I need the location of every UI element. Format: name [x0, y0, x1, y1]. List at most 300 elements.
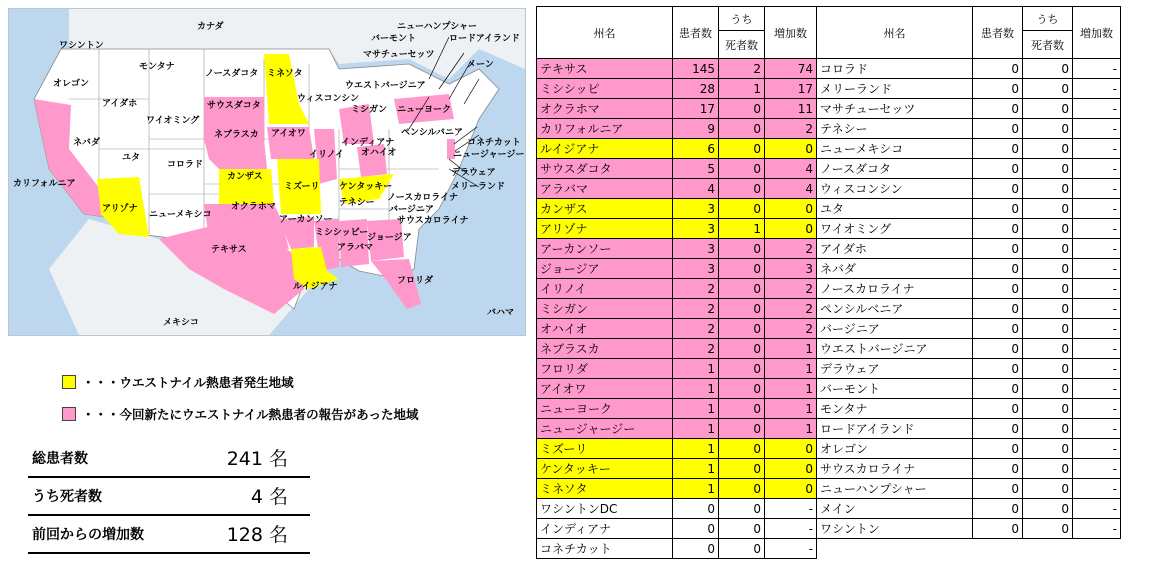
label-florida: フロリダ: [397, 276, 434, 286]
summary-deaths-value: 4 名: [250, 486, 288, 508]
label-michigan: ミシガン: [351, 105, 388, 115]
cell-left-patients: 9: [673, 119, 719, 139]
cell-right-patients: 0: [973, 519, 1023, 539]
cell-right-deaths: 0: [1023, 239, 1073, 259]
cell-left-patients: 1: [673, 359, 719, 379]
cell-left-patients: 1: [673, 479, 719, 499]
label-north-dakota: ノースダコタ: [205, 69, 259, 79]
legend-pink-swatch: [62, 407, 76, 421]
cell-right-deaths: 0: [1023, 279, 1073, 299]
table-row: [537, 239, 1121, 259]
label-louisiana: ルイジアナ: [293, 282, 338, 292]
cell-right-name: ニューハンプシャー: [817, 479, 973, 499]
summary-box: [28, 440, 310, 554]
cell-right-increase: -: [1073, 499, 1121, 519]
empty-cell: [973, 539, 1023, 559]
cell-left-deaths: 0: [719, 179, 765, 199]
table-row: [537, 79, 1121, 99]
label-mexico: メキシコ: [163, 318, 199, 328]
cell-right-name: オレゴン: [817, 439, 973, 459]
label-utah: ユタ: [122, 153, 141, 163]
cell-left-name: ルイジアナ: [537, 139, 673, 159]
label-oregon: オレゴン: [53, 79, 90, 89]
table-row: [537, 199, 1121, 219]
table-row: [537, 99, 1121, 119]
cell-right-deaths: 0: [1023, 459, 1073, 479]
table-row: [537, 479, 1121, 499]
cell-right-patients: 0: [973, 499, 1023, 519]
label-west-virginia: ウエストバージニア: [345, 81, 426, 91]
cell-right-increase: -: [1073, 399, 1121, 419]
cell-left-increase: 74: [765, 59, 817, 79]
cell-right-patients: 0: [973, 239, 1023, 259]
cell-left-increase: 2: [765, 299, 817, 319]
cell-left-patients: 1: [673, 399, 719, 419]
cell-left-patients: 0: [673, 519, 719, 539]
cell-left-deaths: 0: [719, 199, 765, 219]
cell-left-patients: 1: [673, 439, 719, 459]
cell-right-patients: 0: [973, 399, 1023, 419]
cell-right-patients: 0: [973, 359, 1023, 379]
cell-left-patients: 145: [673, 59, 719, 79]
table-row: [537, 379, 1121, 399]
cell-left-increase: 11: [765, 99, 817, 119]
summary-increase-row: [28, 516, 310, 554]
cell-left-patients: 1: [673, 379, 719, 399]
cell-right-increase: -: [1073, 519, 1121, 539]
legend-yellow: [62, 371, 294, 393]
cell-right-name: ワシントン: [817, 519, 973, 539]
cell-left-deaths: 0: [719, 499, 765, 519]
cell-left-patients: 3: [673, 259, 719, 279]
cell-right-deaths: 0: [1023, 479, 1073, 499]
cell-left-patients: 2: [673, 339, 719, 359]
cell-left-patients: 3: [673, 219, 719, 239]
table-row: [537, 159, 1121, 179]
header-of-which-left: うち: [719, 7, 765, 31]
cell-right-name: ネバダ: [817, 259, 973, 279]
cell-right-increase: -: [1073, 459, 1121, 479]
cell-left-increase: 1: [765, 339, 817, 359]
label-montana: モンタナ: [139, 62, 175, 72]
cell-left-increase: 1: [765, 379, 817, 399]
cell-left-deaths: 0: [719, 479, 765, 499]
cell-right-name: ウィスコンシン: [817, 179, 973, 199]
label-wisconsin: ウィスコンシン: [297, 94, 360, 104]
cell-right-increase: -: [1073, 119, 1121, 139]
cell-right-name: バージニア: [817, 319, 973, 339]
cell-left-patients: 1: [673, 419, 719, 439]
cell-right-name: マサチューセッツ: [817, 99, 973, 119]
table-row: [537, 179, 1121, 199]
table-row: [537, 119, 1121, 139]
us-state-map: [8, 8, 526, 336]
cell-left-increase: -: [765, 499, 817, 519]
cell-right-name: ユタ: [817, 199, 973, 219]
cell-right-increase: -: [1073, 99, 1121, 119]
cell-left-deaths: 0: [719, 119, 765, 139]
cell-right-increase: -: [1073, 139, 1121, 159]
table-row: [537, 219, 1121, 239]
header-deaths-right: 死者数: [1023, 31, 1073, 59]
cell-left-patients: 28: [673, 79, 719, 99]
cell-right-deaths: 0: [1023, 59, 1073, 79]
cell-right-increase: -: [1073, 379, 1121, 399]
cell-left-name: ワシントンDC: [537, 499, 673, 519]
table-body: [537, 59, 1121, 559]
cell-left-name: アラバマ: [537, 179, 673, 199]
cell-left-deaths: 0: [719, 139, 765, 159]
cell-right-name: テネシー: [817, 119, 973, 139]
empty-cell: [1073, 539, 1121, 559]
label-massachusetts: マサチューセッツ: [363, 50, 435, 60]
cell-left-deaths: 0: [719, 439, 765, 459]
cell-right-deaths: 0: [1023, 339, 1073, 359]
cell-right-patients: 0: [973, 319, 1023, 339]
cell-left-deaths: 0: [719, 419, 765, 439]
table-row: [537, 399, 1121, 419]
cell-right-patients: 0: [973, 459, 1023, 479]
cell-left-deaths: 0: [719, 159, 765, 179]
cell-right-name: バーモント: [817, 379, 973, 399]
cell-left-name: フロリダ: [537, 359, 673, 379]
cell-left-name: アイオワ: [537, 379, 673, 399]
cell-right-patients: 0: [973, 339, 1023, 359]
cell-right-deaths: 0: [1023, 259, 1073, 279]
cell-right-patients: 0: [973, 159, 1023, 179]
label-ohio: オハイオ: [361, 148, 397, 158]
cell-left-increase: 0: [765, 199, 817, 219]
cell-right-deaths: 0: [1023, 119, 1073, 139]
label-iowa: アイオワ: [271, 129, 306, 139]
label-south-carolina: サウスカロライナ: [397, 216, 469, 226]
cell-left-increase: -: [765, 519, 817, 539]
cell-right-name: ウエストバージニア: [817, 339, 973, 359]
table-row: [537, 259, 1121, 279]
cell-right-name: ロードアイランド: [817, 419, 973, 439]
cell-right-patients: 0: [973, 59, 1023, 79]
cell-left-increase: -: [765, 539, 817, 559]
table-row: [537, 339, 1121, 359]
cell-right-deaths: 0: [1023, 299, 1073, 319]
label-connecticut: コネチカット: [467, 138, 521, 148]
cell-left-name: ニューヨーク: [537, 399, 673, 419]
cell-left-name: ネブラスカ: [537, 339, 673, 359]
header-deaths-left: 死者数: [719, 31, 765, 59]
cell-left-increase: 1: [765, 419, 817, 439]
cell-right-deaths: 0: [1023, 159, 1073, 179]
cell-right-patients: 0: [973, 139, 1023, 159]
header-patients-left: 患者数: [673, 7, 719, 59]
table-row: [537, 419, 1121, 439]
cell-right-deaths: 0: [1023, 399, 1073, 419]
cell-right-name: ノースカロライナ: [817, 279, 973, 299]
label-maryland: メリーランド: [451, 182, 506, 192]
cell-left-patients: 2: [673, 319, 719, 339]
cell-right-increase: -: [1073, 199, 1121, 219]
table-row: [537, 359, 1121, 379]
empty-cell: [817, 539, 973, 559]
cell-left-increase: 0: [765, 139, 817, 159]
cell-right-deaths: 0: [1023, 319, 1073, 339]
cell-left-deaths: 0: [719, 279, 765, 299]
cell-right-patients: 0: [973, 439, 1023, 459]
cell-right-deaths: 0: [1023, 419, 1073, 439]
label-arkansas: アーカンソー: [279, 215, 333, 225]
cell-right-name: アイダホ: [817, 239, 973, 259]
cell-right-increase: -: [1073, 239, 1121, 259]
legend-yellow-swatch: [62, 375, 76, 389]
label-tennessee: テネシー: [339, 198, 375, 208]
cell-right-increase: -: [1073, 339, 1121, 359]
header-patients-right: 患者数: [973, 7, 1023, 59]
summary-deaths-label: うち死者数: [32, 489, 102, 505]
label-nevada: ネバダ: [73, 138, 100, 148]
cell-left-deaths: 2: [719, 59, 765, 79]
cell-right-deaths: 0: [1023, 379, 1073, 399]
cell-right-deaths: 0: [1023, 359, 1073, 379]
cell-left-increase: 3: [765, 259, 817, 279]
cell-left-deaths: 0: [719, 99, 765, 119]
cell-right-deaths: 0: [1023, 439, 1073, 459]
cell-left-patients: 3: [673, 239, 719, 259]
label-colorado: コロラド: [167, 160, 204, 170]
label-new-hampshire: ニューハンプシャー: [397, 22, 478, 32]
cell-left-deaths: 0: [719, 399, 765, 419]
map-svg: [9, 9, 525, 335]
cell-left-name: ミズーリ: [537, 439, 673, 459]
table-row: [537, 459, 1121, 479]
cell-left-name: オクラホマ: [537, 99, 673, 119]
cell-right-patients: 0: [973, 379, 1023, 399]
cell-left-patients: 4: [673, 179, 719, 199]
cell-left-increase: 2: [765, 239, 817, 259]
cell-right-patients: 0: [973, 299, 1023, 319]
cell-left-name: ニュージャージー: [537, 419, 673, 439]
label-georgia: ジョージア: [367, 233, 412, 243]
cell-left-name: アーカンソー: [537, 239, 673, 259]
cell-right-name: コロラド: [817, 59, 973, 79]
label-missouri: ミズーリ: [284, 182, 320, 192]
cell-left-increase: 1: [765, 359, 817, 379]
cell-left-deaths: 0: [719, 539, 765, 559]
label-new-york: ニューヨーク: [397, 105, 452, 115]
cell-right-name: ペンシルベニア: [817, 299, 973, 319]
cell-right-name: ノースダコタ: [817, 159, 973, 179]
cell-right-patients: 0: [973, 259, 1023, 279]
label-bahamas: バハマ: [487, 308, 515, 318]
cell-left-patients: 3: [673, 199, 719, 219]
cell-right-deaths: 0: [1023, 219, 1073, 239]
cell-right-deaths: 0: [1023, 99, 1073, 119]
label-north-carolina: ノースカロライナ: [387, 193, 459, 203]
cell-right-increase: -: [1073, 419, 1121, 439]
header-increase-left: 増加数: [765, 7, 817, 59]
cell-left-name: サウスダコタ: [537, 159, 673, 179]
cell-right-patients: 0: [973, 119, 1023, 139]
label-pennsylvania: ペンシルバニア: [401, 128, 463, 138]
table-row: [537, 279, 1121, 299]
cell-left-increase: 0: [765, 439, 817, 459]
cell-left-name: コネチカット: [537, 539, 673, 559]
cell-left-increase: 1: [765, 399, 817, 419]
label-rhode-island: ロードアイランド: [449, 34, 520, 44]
cell-right-patients: 0: [973, 79, 1023, 99]
cell-left-deaths: 0: [719, 519, 765, 539]
cell-right-name: メイン: [817, 499, 973, 519]
label-idaho: アイダホ: [102, 99, 138, 109]
table-row: [537, 299, 1121, 319]
summary-increase-value: 128 名: [226, 524, 288, 546]
label-texas: テキサス: [211, 245, 247, 255]
cell-right-name: サウスカロライナ: [817, 459, 973, 479]
cell-left-deaths: 0: [719, 459, 765, 479]
label-new-mexico: ニューメキシコ: [149, 210, 212, 220]
cell-right-name: デラウェア: [817, 359, 973, 379]
cell-left-increase: 2: [765, 119, 817, 139]
header-increase-right: 増加数: [1073, 7, 1121, 59]
cell-left-patients: 2: [673, 279, 719, 299]
label-kansas: カンザス: [227, 172, 263, 182]
table-row: [537, 519, 1121, 539]
cell-right-increase: -: [1073, 59, 1121, 79]
cell-left-deaths: 0: [719, 359, 765, 379]
label-delaware: デラウェア: [451, 168, 496, 178]
empty-cell: [1023, 539, 1073, 559]
label-wyoming: ワイオミング: [146, 116, 200, 126]
cell-left-name: ミシガン: [537, 299, 673, 319]
table-row: [537, 439, 1121, 459]
header-state-right: 州名: [817, 7, 973, 59]
label-indiana: インディアナ: [341, 138, 395, 148]
label-maine: メーン: [467, 60, 494, 70]
cell-left-increase: 4: [765, 179, 817, 199]
label-arizona: アリゾナ: [102, 204, 138, 214]
cell-right-increase: -: [1073, 259, 1121, 279]
label-minnesota: ミネソタ: [267, 69, 303, 79]
cell-left-deaths: 1: [719, 219, 765, 239]
cell-right-patients: 0: [973, 479, 1023, 499]
cell-left-patients: 17: [673, 99, 719, 119]
cell-right-increase: -: [1073, 279, 1121, 299]
cell-right-patients: 0: [973, 219, 1023, 239]
cell-right-increase: -: [1073, 219, 1121, 239]
header-of-which-right: うち: [1023, 7, 1073, 31]
table-row: [537, 499, 1121, 519]
label-kentucky: ケンタッキー: [339, 182, 393, 192]
cell-left-increase: 2: [765, 279, 817, 299]
cell-right-name: ニューメキシコ: [817, 139, 973, 159]
cell-left-patients: 5: [673, 159, 719, 179]
cell-left-name: カリフォルニア: [537, 119, 673, 139]
label-oklahoma: オクラホマ: [231, 202, 276, 212]
legend-pink-text: ・・・今回新たにウエストナイル熱患者の報告があった地域: [82, 407, 419, 422]
cell-left-name: ミシシッピ: [537, 79, 673, 99]
cell-right-deaths: 0: [1023, 139, 1073, 159]
cell-left-deaths: 0: [719, 239, 765, 259]
cell-right-deaths: 0: [1023, 499, 1073, 519]
cell-left-name: カンザス: [537, 199, 673, 219]
cell-left-increase: 2: [765, 319, 817, 339]
summary-total-row: [28, 440, 310, 478]
cell-right-patients: 0: [973, 179, 1023, 199]
summary-total-label: 総患者数: [32, 451, 88, 467]
cell-left-name: アリゾナ: [537, 219, 673, 239]
cell-left-name: ジョージア: [537, 259, 673, 279]
cell-left-patients: 0: [673, 499, 719, 519]
label-california: カリフォルニア: [13, 179, 76, 189]
cell-left-name: ケンタッキー: [537, 459, 673, 479]
summary-increase-label: 前回からの増加数: [32, 527, 144, 543]
state-cases-table: [536, 6, 1121, 559]
summary-deaths-row: [28, 478, 310, 516]
cell-right-name: ワイオミング: [817, 219, 973, 239]
cell-right-increase: -: [1073, 159, 1121, 179]
table-row: [537, 59, 1121, 79]
label-alabama: アラバマ: [337, 243, 374, 253]
cell-right-increase: -: [1073, 479, 1121, 499]
cell-left-deaths: 1: [719, 79, 765, 99]
cell-right-increase: -: [1073, 359, 1121, 379]
cell-right-patients: 0: [973, 419, 1023, 439]
cell-right-increase: -: [1073, 79, 1121, 99]
label-washington: ワシントン: [59, 41, 104, 51]
cell-left-name: ミネソタ: [537, 479, 673, 499]
label-vermont: バーモント: [371, 34, 417, 44]
legend-yellow-text: ・・・ウエストナイル熱患者発生地域: [82, 375, 294, 390]
cell-right-patients: 0: [973, 199, 1023, 219]
cell-left-patients: 0: [673, 539, 719, 559]
label-new-jersey: ニュージャージー: [453, 150, 525, 160]
cell-right-increase: -: [1073, 179, 1121, 199]
label-illinois: イリノイ: [309, 150, 344, 160]
cell-left-patients: 2: [673, 299, 719, 319]
label-mississippi: ミシシッピー: [315, 228, 369, 238]
cell-left-deaths: 0: [719, 319, 765, 339]
cell-right-increase: -: [1073, 299, 1121, 319]
cell-right-name: モンタナ: [817, 399, 973, 419]
cell-left-deaths: 0: [719, 259, 765, 279]
cell-left-increase: 0: [765, 219, 817, 239]
cell-left-name: オハイオ: [537, 319, 673, 339]
cell-right-deaths: 0: [1023, 179, 1073, 199]
cell-left-patients: 6: [673, 139, 719, 159]
table-row: [537, 539, 1121, 559]
cell-left-deaths: 0: [719, 299, 765, 319]
label-south-dakota: サウスダコタ: [207, 101, 261, 111]
cell-left-deaths: 0: [719, 379, 765, 399]
table-row: [537, 139, 1121, 159]
cell-left-patients: 1: [673, 459, 719, 479]
cell-right-deaths: 0: [1023, 199, 1073, 219]
cell-right-increase: -: [1073, 439, 1121, 459]
cell-right-name: メリーランド: [817, 79, 973, 99]
cell-left-increase: 4: [765, 159, 817, 179]
header-state-left: 州名: [537, 7, 673, 59]
cell-right-patients: 0: [973, 279, 1023, 299]
cell-right-increase: -: [1073, 319, 1121, 339]
label-virginia: バージニア: [389, 205, 434, 215]
label-canada: カナダ: [197, 22, 224, 32]
summary-total-value: 241 名: [226, 448, 288, 470]
cell-left-increase: 17: [765, 79, 817, 99]
cell-left-increase: 0: [765, 479, 817, 499]
cell-right-patients: 0: [973, 99, 1023, 119]
cell-right-deaths: 0: [1023, 519, 1073, 539]
cell-left-name: イリノイ: [537, 279, 673, 299]
cell-left-deaths: 0: [719, 339, 765, 359]
cell-left-increase: 0: [765, 459, 817, 479]
